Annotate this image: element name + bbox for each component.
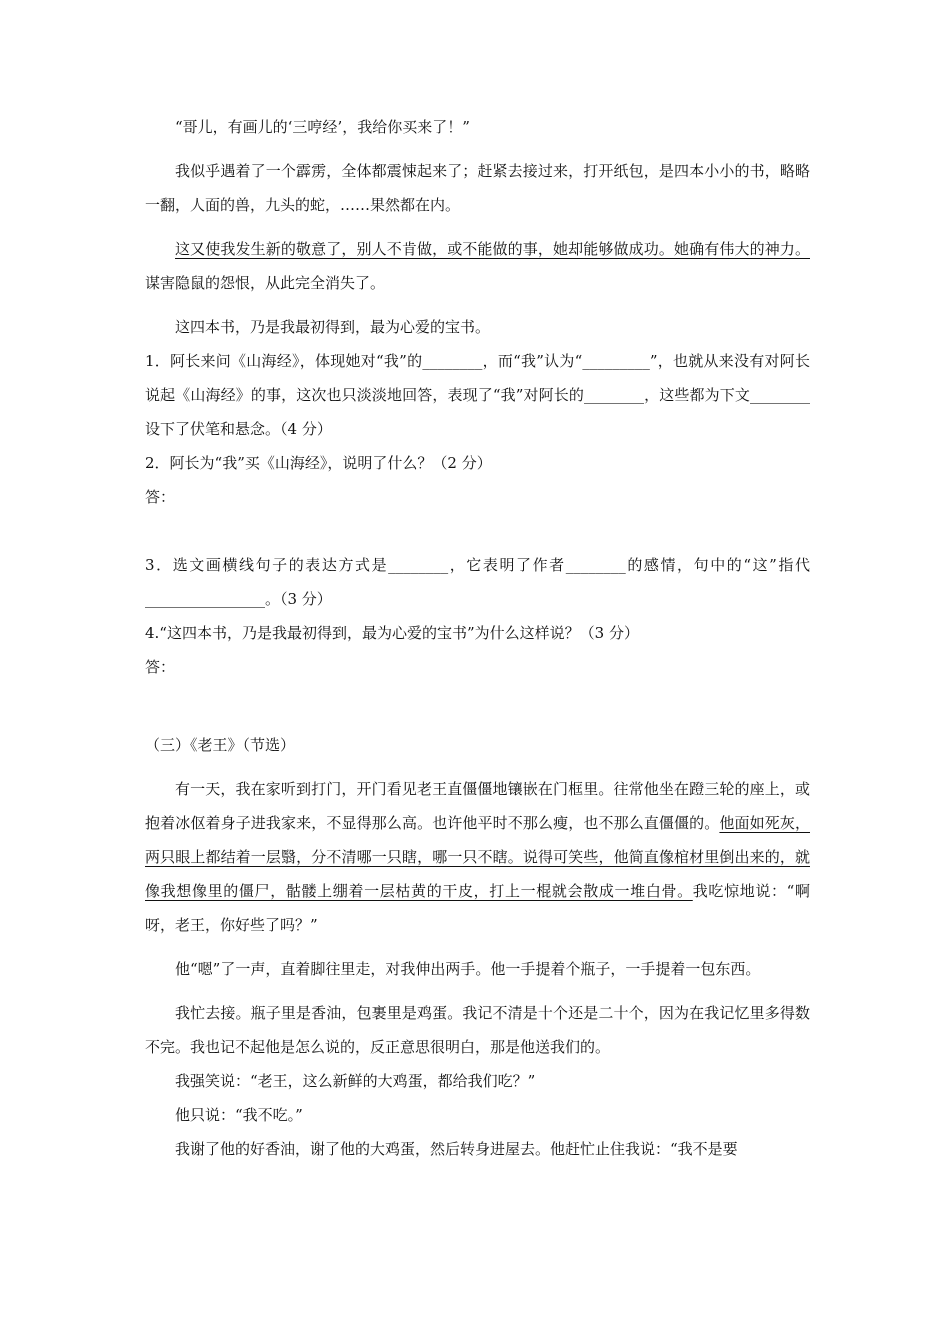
document-page — [145, 110, 810, 1166]
paragraph-laowang-visit-start: 有一天，我在家听到打门，开门看见老王直僵僵地镶嵌在门框里。往常他坐在蹬三轮的座上，或抱着冰伛着身子进我家来，不显得那么高。也许他平时不那么瘦，也不那么直僵僵的。 — [145, 780, 810, 832]
paragraph-forced-smile: 我强笑说：“老王，这么新鲜的大鸡蛋，都给我们吃？” — [175, 1072, 536, 1090]
spacer — [145, 986, 810, 996]
spacer — [145, 144, 810, 154]
spacer — [145, 222, 810, 232]
paragraph-laowang-visit-end: 我吃惊地说：“啊呀，老王，你好些了吗？” — [145, 882, 810, 934]
spacer — [145, 762, 810, 772]
paragraph-book-received: 我似乎遇着了一个霹雳，全体都震悚起来了；赶紧去接过来，打开纸包，是四本小小的书，略略一翻，人面的兽，九头的蛇，……果然都在内。 — [145, 162, 810, 214]
section-title-laowang: （三）《老王》（节选） — [145, 736, 296, 754]
answer-label-2: 答： — [145, 488, 176, 506]
answer-space — [145, 684, 810, 724]
question-3: 3．选文画横线句子的表达方式是________，它表明了作者________的感情，句中的“这”指代________________。（3 分） — [145, 556, 810, 608]
answer-label-4: 答： — [145, 658, 176, 676]
question-1: 1．阿长来问《山海经》，体现她对“我”的________，而“我”认为“_________”，也就从来没有对阿长说起《山海经》的事，这次也只淡淡地回答，表现了“我”对阿长的________，这些都为下文________设下了伏笔和悬念。（4 分） — [145, 352, 810, 438]
spacer — [145, 300, 810, 310]
paragraph-thanks: 我谢了他的好香油，谢了他的大鸡蛋，然后转身进屋去。他赶忙止住我说：“我不是要 — [175, 1140, 738, 1158]
answer-space — [145, 514, 810, 548]
paragraph-quote: “哥儿，有画儿的‘三哼经’，我给你买来了！” — [175, 118, 470, 136]
underlined-sentence: 他面如死灰，两只眼上都结着一层翳，分不清哪一只瞎，哪一只不瞎。说得可笑些，他简直像棺材里倒出来的，就像我想像里的僵尸，骷髅上绷着一层枯黄的干皮，打上一棍就会散成一堆白骨。 — [145, 814, 810, 900]
paragraph-laowang-visit — [145, 772, 810, 942]
paragraph-treasure-books: 这四本书，乃是我最初得到，最为心爱的宝书。 — [175, 318, 491, 336]
paragraph-respect — [145, 232, 810, 300]
paragraph-respect-rest: 谋害隐鼠的怨恨，从此完全消失了。 — [145, 274, 386, 292]
question-2: 2．阿长为“我”买《山海经》，说明了什么？（2 分） — [145, 454, 492, 472]
paragraph-hands: 他“嗯”了一声，直着脚往里走，对我伸出两手。他一手提着个瓶子，一手提着一包东西。 — [175, 960, 761, 978]
paragraph-eggs: 我忙去接。瓶子里是香油，包裹里是鸡蛋。我记不清是十个还是二十个，因为在我记忆里多得数不完。我也记不起他是怎么说的，反正意思很明白，那是他送我们的。 — [145, 1004, 810, 1056]
paragraph-not-eating: 他只说：“我不吃。” — [175, 1106, 303, 1124]
underlined-sentence: 这又使我发生新的敬意了，别人不肯做，或不能做的事，她却能够做成功。她确有伟大的神力。 — [175, 240, 810, 258]
spacer — [145, 942, 810, 952]
question-4: 4.“这四本书，乃是我最初得到，最为心爱的宝书”为什么这样说？（3 分） — [145, 624, 639, 642]
